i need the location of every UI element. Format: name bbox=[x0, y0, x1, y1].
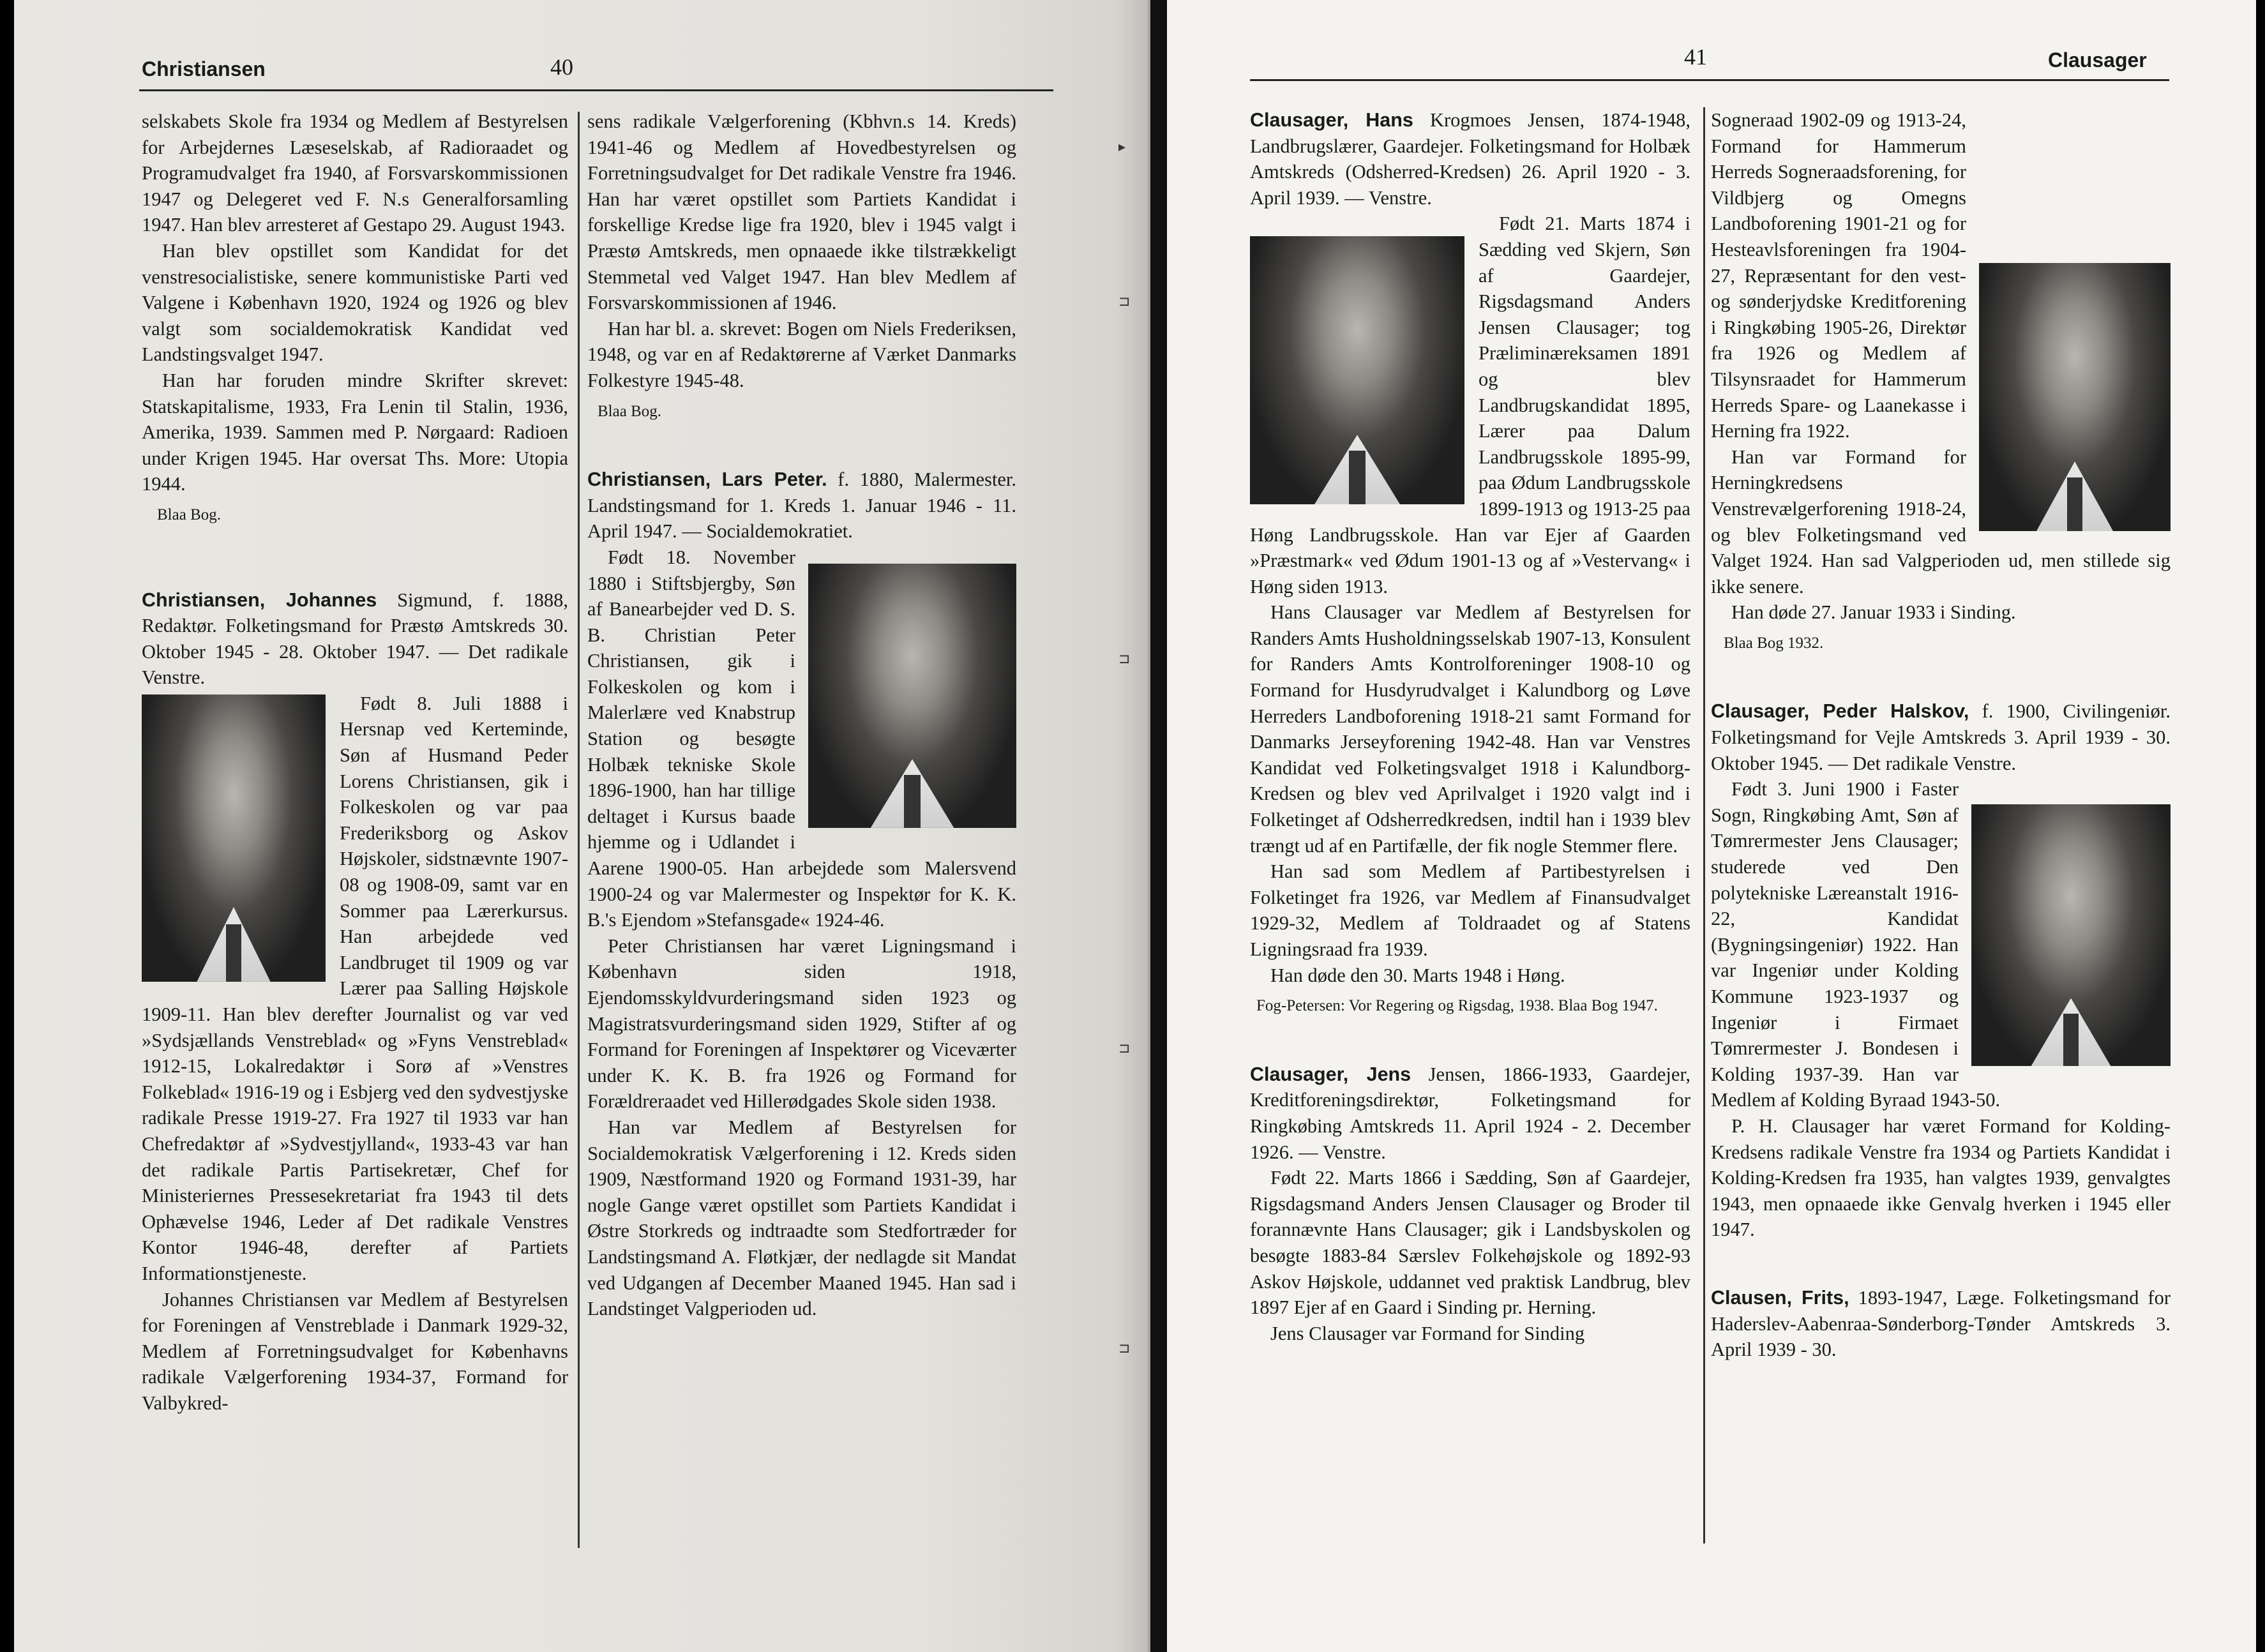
book-gutter bbox=[1150, 0, 1167, 1652]
paragraph: Jens Clausager var Formand for Sinding bbox=[1270, 1322, 1585, 1344]
paragraph: Peter Christiansen har været Ligningsmand i København siden 1918, Ejendomsskyldvurderingsmand siden 1923 og Magistratsvurderingsmand siden 1929, Stifter af og Formand for Foreningen af Inspektører og Viceværter under K. K. B. fra 1926 og Formand for Forældreraadet ved Hillerødgades Skole siden 1938. bbox=[587, 935, 1016, 1113]
left-column-2 bbox=[587, 109, 1016, 1322]
paragraph: Han blev opstillet som Kandidat for det venstresocialistiske, senere kommunistiske Parti ved Valgene i København 1920, 1924 og 1926 og blev valgt som socialdemokratisk Kandidat ved Landstingsvalget 1947. bbox=[142, 239, 568, 366]
header-rule bbox=[139, 89, 1053, 91]
paragraph: Han var Formand for Herningkredsens Venstrevælgerforening 1918-24, og blev Folketingsmand ved Valget 1924. Han sad Valgperioden ud, men stillede sig ikke senere. bbox=[1711, 446, 2171, 597]
paragraph: Født 8. Juli 1888 i Hersnap ved Kerteminde, Søn af Husmand Peder Lorens Christiansen, gik i Folkeskolen og var paa Frederiksborg og Askov Højskoler, sidstnævnte 1907-08 og 1908-09, samt var en Sommer paa Lærerkursus. Han arbejdede ved Landbruget til 1909 og var Lærer paa Salling Højskole 1909-11. Han blev derefter Journalist og var ved »Sydsjællands Venstreblad« og »Fyns Venstreblad« 1912-15, Lokalredaktør i Sorø af »Venstres Folkeblad« 1916-19 og i Esbjerg ved den sydvestjyske radikale Presse 1919-27. Fra 1927 til 1933 var han Chefredaktør af »Sydvestjylland«, 1933-43 var han det radikale Partis Partisekretær, Chef for Ministeriernes Pressesekretariat fra 1943 til dets Ophævelse 1946, Leder af Det radikale Venstres Kontor 1946-48, derefter af Partiets Informationstjeneste. bbox=[142, 692, 568, 1284]
entry-heading-jens: Clausager, Jens Jensen, 1866-1933, Gaardejer, Kreditforeningsdirektør, Folketingsmand for Ringkøbing Amtskreds 11. April 1924 - 2. December 1926. — Venstre. bbox=[1250, 1063, 1691, 1163]
entry-name: Clausager, Jens bbox=[1250, 1063, 1411, 1085]
source-note: Blaa Bog. bbox=[157, 506, 221, 523]
entry-heading-frits: Clausen, Frits, 1893-1947, Læge. Folketingsmand for Haderslev-Aabenraa-Sønderborg-Tønder Amtskreds 3. April 1939 - 30. bbox=[1711, 1286, 2171, 1361]
running-head-left: Christiansen bbox=[142, 57, 266, 80]
page-number-left: 40 bbox=[550, 54, 573, 80]
source-note: Fog-Petersen: Vor Regering og Rigsdag, 1938. Blaa Bog 1947. bbox=[1256, 997, 1658, 1015]
paragraph: Sogneraad 1902-09 og 1913-24, Formand for Hammerum Herreds Sogneraadsforening, for Vildbjerg og Omegns Landboforening 1901-21 og for Hesteavlsforeningen fra 1904-27, Repræsentant for den vest- og sønderjydske Kreditforening i Ringkøbing 1905-26, Direktør fra 1926 og Medlem af Tilsynsraadet for Hammerum Herreds Spare- og Laanekasse i Herning fra 1922. bbox=[1711, 109, 1966, 442]
column-divider bbox=[578, 112, 580, 1548]
margin-mark: ⊐ bbox=[1118, 1040, 1131, 1056]
paragraph: Født 21. Marts 1874 i Sædding ved Skjern, Søn af Gaardejer, Rigsdagsmand Anders Jensen Clausager; tog Præliminæreksamen 1891 og blev Landbrugskandidat 1895, Lærer paa Dalum Landbrugsskole 1895-99, paa Ødum Landbrugsskole 1899-1913 og 1913-25 paa Høng Landbrugsskole. Han var Ejer af Gaarden »Præstmark« ved Ødum 1901-13 og af »Vestervang« i Høng siden 1913. bbox=[1250, 213, 1690, 597]
entry-name: Christiansen, Lars Peter. bbox=[587, 469, 827, 491]
portrait-lars-peter-christiansen bbox=[808, 564, 1016, 828]
paragraph: Han var Medlem af Bestyrelsen for Socialdemokratisk Vælgerforening i 12. Kreds siden 1909, Næstformand 1920 og Formand 1931-39, har nogle Gange været opstillet som Partiets Kandidat i Østre Storkreds og indtraadte som Stedfortræder for Landstingsmand A. Fløtkjær, der nedlagde sit Mandat ved Udgangen af December Maaned 1945. Han sad i Landstinget Valgperioden ud. bbox=[587, 1116, 1016, 1320]
paragraph: Hans Clausager var Medlem af Bestyrelsen for Randers Amts Husholdningsselskab 1907-13, Konsulent for Randers Amts Kontrolforeninger 1908-10 og Formand for Husdyrudvalget i Kalundborg og Løve Herreders Landboforening 1918-21 samt Formand for Danmarks Jerseyforening 1942-48. Han var Venstres Kandidat ved Folketingsvalget 1918 i Kalundborg-Kredsen og blev ved Aprilvalget i 1920 valgt ind i Folketinget af Odsherredkredsen, indtil han i 1939 blev trængt ud af en Partifælle, der fik nogle Stemmer flere. bbox=[1250, 601, 1690, 857]
margin-mark: ⊐ bbox=[1118, 1340, 1131, 1356]
entry-heading-lars: Christiansen, Lars Peter. f. 1880, Malermester. Landstingsmand for 1. Kreds 1. Januar 1946 - 11. April 1947. — Socialdemokratiet. bbox=[587, 469, 1016, 543]
portrait-hans-clausager bbox=[1250, 236, 1464, 504]
entry-name: Clausen, Frits, bbox=[1711, 1286, 1849, 1309]
source-note: Blaa Bog. bbox=[598, 402, 661, 420]
paragraph: Johannes Christiansen var Medlem af Bestyrelsen for Foreningen af Venstreblade i Danmark 1929-32, Medlem af Forretningsudvalget for Københavns radikale Vælgerforening 1934-37, Formand for Valbykred- bbox=[142, 1288, 568, 1414]
paragraph: selskabets Skole fra 1934 og Medlem af Bestyrelsen for Arbejdernes Læseselskab, af Radioraadet og Programudvalget fra 1940, af Forsvarskommissionen 1947 og Delegeret ved F. N.s Generalforsamling 1947. Han blev arresteret af Gestapo 29. August 1943. bbox=[142, 110, 568, 236]
paragraph: P. H. Clausager har været Formand for Kolding-Kredsens radikale Venstre fra 1934 og Partiets Kandidat i Kolding-Kredsen fra 1935, han valgtes 1939, genvalgtes 1943, men opnaaede ikke Genvalg hverken i 1945 eller 1947. bbox=[1711, 1115, 2171, 1241]
left-page bbox=[14, 0, 1150, 1652]
column-divider bbox=[1703, 107, 1705, 1543]
paragraph: Han døde 27. Januar 1933 i Sinding. bbox=[1731, 601, 2016, 624]
margin-mark: ▸ bbox=[1118, 139, 1126, 155]
paragraph: sens radikale Vælgerforening (Kbhvn.s 14. Kreds) 1941-46 og Medlem af Hovedbestyrelsen og Forretningsudvalget for Det radikale Venstre fra 1946. Han har været opstillet som Partiets Kandidat i forskellige Kredse lige fra 1920, blev i 1945 valgt i Præstø Amtskreds, men opnaaede ikke tilstrækkeligt Stemmetal ved Valget 1947. Han blev Medlem af Forsvarskommissionen af 1946. bbox=[587, 110, 1016, 314]
entry-name: Clausager, Peder Halskov, bbox=[1711, 700, 1969, 723]
paragraph: Født 22. Marts 1866 i Sædding, Søn af Gaardejer, Rigsdagsmand Anders Jensen Clausager og Broder til forannævnte Hans Clausager; gik i Landsbyskolen og besøgte 1883-84 Særslev Folkehøjskole og 1892-93 Askov Højskole, uddannet ved praktisk Landbrug, blev 1897 Ejer af en Gaard i Sinding pr. Herning. bbox=[1250, 1167, 1690, 1319]
left-column-1 bbox=[142, 109, 568, 1416]
paragraph: Født 3. Juni 1900 i Faster Sogn, Ringkøbing Amt, Søn af Tømrermester Jens Clausager; studerede ved Den polytekniske Læreanstalt 1916-22, Kandidat (Bygningsingeniør) 1922. Han var Ingeniør under Kolding Kommune 1923-1937 og Ingeniør i Firmaet Tømrermester J. Bondesen i Kolding 1937-39. Han var Medlem af Kolding Byraad 1943-50. bbox=[1711, 778, 2001, 1111]
source-note: Blaa Bog 1932. bbox=[1724, 634, 1824, 652]
entry-heading-peder: Clausager, Peder Halskov, f. 1900, Civilingeniør. Folketingsmand for Vejle Amtskreds 3. April 1939 - 30. Oktober 1945. — Det radikale Venstre. bbox=[1711, 700, 2171, 774]
margin-mark: ⊐ bbox=[1118, 294, 1131, 310]
paragraph: Han sad som Medlem af Partibestyrelsen i Folketinget fra 1926, var Medlem af Finansudvalget 1929-32, Medlem af Toldraadet og af Statens Ligningsraad fra 1939. bbox=[1250, 860, 1690, 960]
right-page bbox=[1167, 0, 2256, 1652]
header-rule bbox=[1250, 79, 2169, 81]
paragraph: Han har bl. a. skrevet: Bogen om Niels Frederiksen, 1948, og var en af Redaktørerne af Værket Danmarks Folkestyre 1945-48. bbox=[587, 317, 1016, 391]
entry-name: Christiansen, Johannes bbox=[142, 589, 377, 611]
page-number-right: 41 bbox=[1684, 44, 1707, 70]
entry-name: Clausager, Hans bbox=[1250, 109, 1413, 131]
entry-heading-johannes: Christiansen, Johannes Sigmund, f. 1888, Redaktør. Folketingsmand for Præstø Amtskreds 30. Oktober 1945 - 28. Oktober 1947. — Det radikale Venstre. bbox=[142, 589, 568, 689]
entry-heading-hans: Clausager, Hans Krogmoes Jensen, 1874-1948, Landbrugslærer, Gaardejer. Folketingsmand for Holbæk Amtskreds (Odsherred-Kredsen) 26. April 1920 - 3. April 1939. — Venstre. bbox=[1250, 109, 1690, 209]
portrait-johannes-christiansen bbox=[142, 695, 326, 982]
paragraph: Han har foruden mindre Skrifter skrevet: Statskapitalisme, 1933, Fra Lenin til Stalin, 1936, Amerika, 1939. Sammen med P. Nørgaard: Radioen under Krigen 1945. Har oversat Ths. More: Utopia 1944. bbox=[142, 369, 568, 495]
paragraph: Født 18. November 1880 i Stiftsbjergby, Søn af Banearbejder ved D. S. B. Christian Peter Christiansen, gik i Folkeskolen og kom i Malerlære ved Knabstrup Station og besøgte Holbæk tekniske Skole 1896-1900, han har tillige deltaget i Kursus baade hjemme og i Udlandet i Aarene 1900-05. Han arbejdede som Malersvend 1900-24 og var Malermester og Inspektør for K. K. B.'s Ejendom »Stefansgade« 1924-46. bbox=[587, 546, 1016, 931]
paragraph: Han døde den 30. Marts 1948 i Høng. bbox=[1270, 964, 1565, 986]
right-column-1 bbox=[1250, 107, 1690, 1346]
margin-mark: ⊐ bbox=[1118, 651, 1131, 667]
portrait-jens-clausager bbox=[1979, 263, 2171, 531]
right-column-2 bbox=[1711, 107, 2171, 1363]
portrait-peder-halskov-clausager bbox=[1971, 804, 2171, 1066]
running-head-right: Clausager bbox=[2048, 49, 2147, 71]
